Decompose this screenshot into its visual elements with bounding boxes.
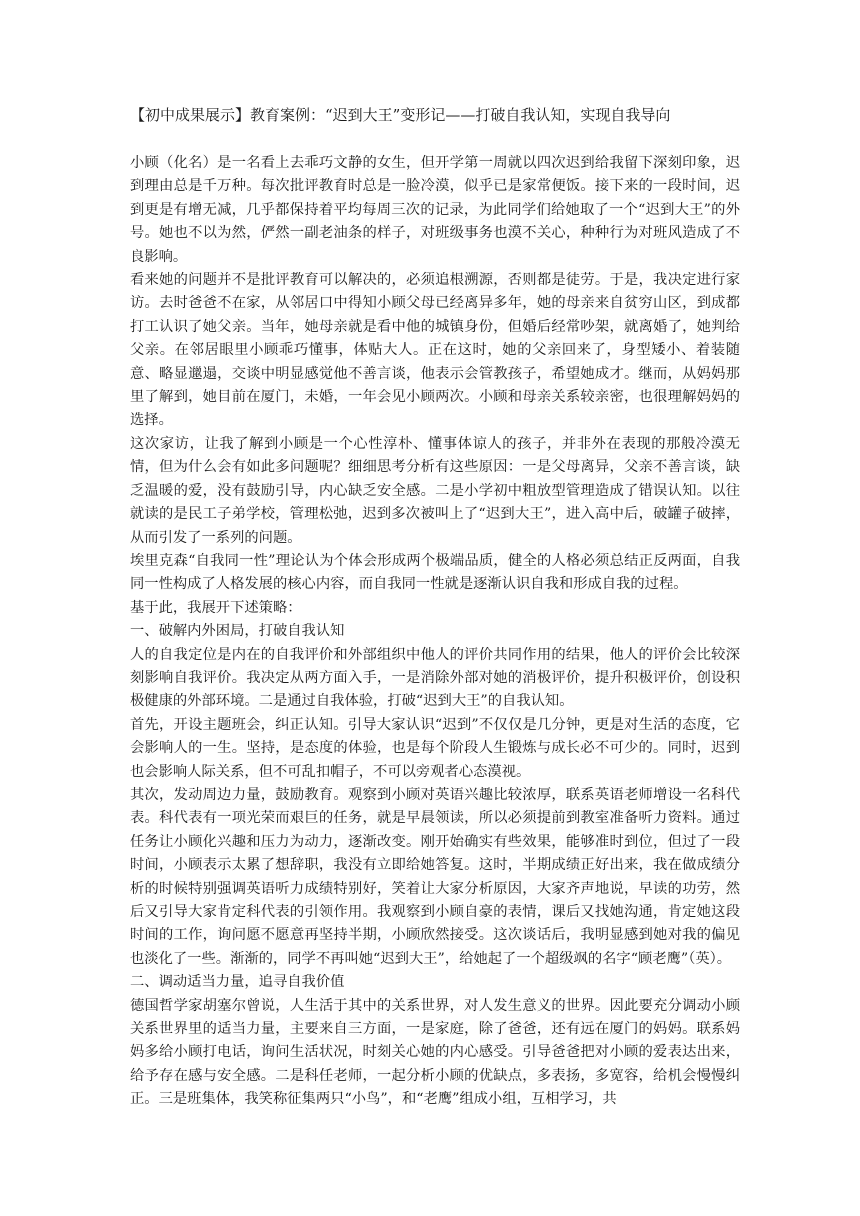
document-title: 【初中成果展示】教育案例：“迟到大王”变形记——打破自我认知，实现自我导向 xyxy=(130,106,671,124)
paragraph-encouragement: 其次，发动周边力量，鼓励教育。观察到小顾对英语兴趣比较浓厚，联系英语老师增设一名科代表。科代表有一项光荣而艰巨的任务，就是早晨领读，所以必须提前到教室准备听力资料。通过任务让小顾化兴趣和压力为动力，逐渐改变。刚开始确实有些效果，能够准时到位，但过了一段时间，小顾表示太累了想辞职，我没有立即给她答复。这时，半期成绩正好出来，我在做成绩分析的时候特别强调英语听力成绩特别好，笑着让大家分析原因，大家齐声地说，早读的功劳，然后又引导大家肯定科代表的引领作用。我观察到小顾自豪的表情，课后又找她沟通，肯定她这段时间的工作，询问愿不愿意再坚持半期，小顾欣然接受。这次谈话后，我明显感到她对我的偏见也淡化了一些。渐渐的，同学不再叫她“迟到大王”，给她起了一个超级飒的名字“顾老鹰”（英）。 xyxy=(130,786,740,967)
document-page xyxy=(130,104,740,1112)
paragraph-strategy-intro: 基于此，我展开下述策略： xyxy=(130,599,302,616)
paragraph-analysis: 这次家访，让我了解到小顾是一个心性淳朴、懂事体谅人的孩子，并非外在表现的那般冷漠无情，但为什么会有如此多问题呢？细细思考分析有这些原因：一是父母离异，父亲不善言谈，缺乏温暖的爱，没有鼓励引导，内心缺乏安全感。二是小学初中粗放型管理造成了错误认知。以往就读的是民工子弟学校，管理松弛，迟到多次被叫上了“迟到大王”，进入高中后，破罐子破摔，从而引发了一系列的问题。 xyxy=(130,435,740,546)
section-heading-2: 二、调动适当力量，追寻自我价值 xyxy=(130,974,345,991)
paragraph-intro: 小顾（化名）是一名看上去乖巧文静的女生，但开学第一周就以四次迟到给我留下深刻印象，迟到理由总是千万种。每次批评教育时总是一脸冷漠，似乎已是家常便饭。接下来的一段时间，迟到更是有增无减，几乎都保持着平均每周三次的记录，为此同学们给她取了一个“迟到大王”的外号。她也不以为然，俨然一副老油条的样子，对班级事务也漠不关心，种种行为对班风造成了不良影响。 xyxy=(130,155,740,265)
section-heading-1: 一、破解内外困局，打破自我认知 xyxy=(130,623,345,640)
document-body xyxy=(130,152,740,1112)
paragraph-theory: 埃里克森“自我同一性”理论认为个体会形成两个极端品质，健全的人格必须总结正反两面，自我同一性构成了人格发展的核心内容，而自我同一性就是逐渐认识自我和形成自我的过程。 xyxy=(130,552,740,593)
paragraph-home-visit: 看来她的问题并不是批评教育可以解决的，必须追根溯源，否则都是徒劳。于是，我决定进行家访。去时爸爸不在家，从邻居口中得知小顾父母已经离异多年，她的母亲来自贫穷山区，到成都打工认识了她父亲。当年，她母亲就是看中他的城镇身份，但婚后经常吵架，就离婚了，她判给父亲。在邻居眼里小顾乖巧懂事，体贴大人。正在这时，她的父亲回来了，身型矮小、着装随意、略显邋遢，交谈中明显感觉他不善言谈，他表示会管教孩子，希望她成才。继而，从妈妈那里了解到，她目前在厦门，未婚，一年会见小顾两次。小顾和母亲关系较亲密，也很理解妈妈的选择。 xyxy=(130,272,740,429)
paragraph-relationships: 德国哲学家胡塞尔曾说，人生活于其中的关系世界，对人发生意义的世界。因此要充分调动小顾关系世界里的适当力量，主要来自三方面，一是家庭，除了爸爸，还有远在厦门的妈妈。联系妈妈多给小顾打电话，询问生活状况，时刻关心她的内心感受。引导爸爸把对小顾的爱表达出来，给予存在感与安全感。二是科任老师，一起分析小顾的优缺点，多表扬，多宽容，给机会慢慢纠正。三是班集体，我笑称征集两只“小鸟”，和“老鹰”组成小组，互相学习，共 xyxy=(130,997,740,1108)
paragraph-self-positioning: 人的自我定位是内在的自我评价和外部组织中他人的评价共同作用的结果，他人的评价会比较深刻影响自我评价。我决定从两方面入手，一是消除外部对她的消极评价，提升积极评价，创设积极健康的外部环境。二是通过自我体验，打破“迟到大王”的自我认知。 xyxy=(130,646,740,710)
paragraph-class-meeting: 首先，开设主题班会，纠正认知。引导大家认识“迟到”不仅仅是几分钟，更是对生活的态度，它会影响人的一生。坚持，是态度的体验，也是每个阶段人生锻炼与成长必不可少的。同时，迟到也会影响人际关系，但不可乱扣帽子，不可以旁观者心态漠视。 xyxy=(130,716,740,780)
